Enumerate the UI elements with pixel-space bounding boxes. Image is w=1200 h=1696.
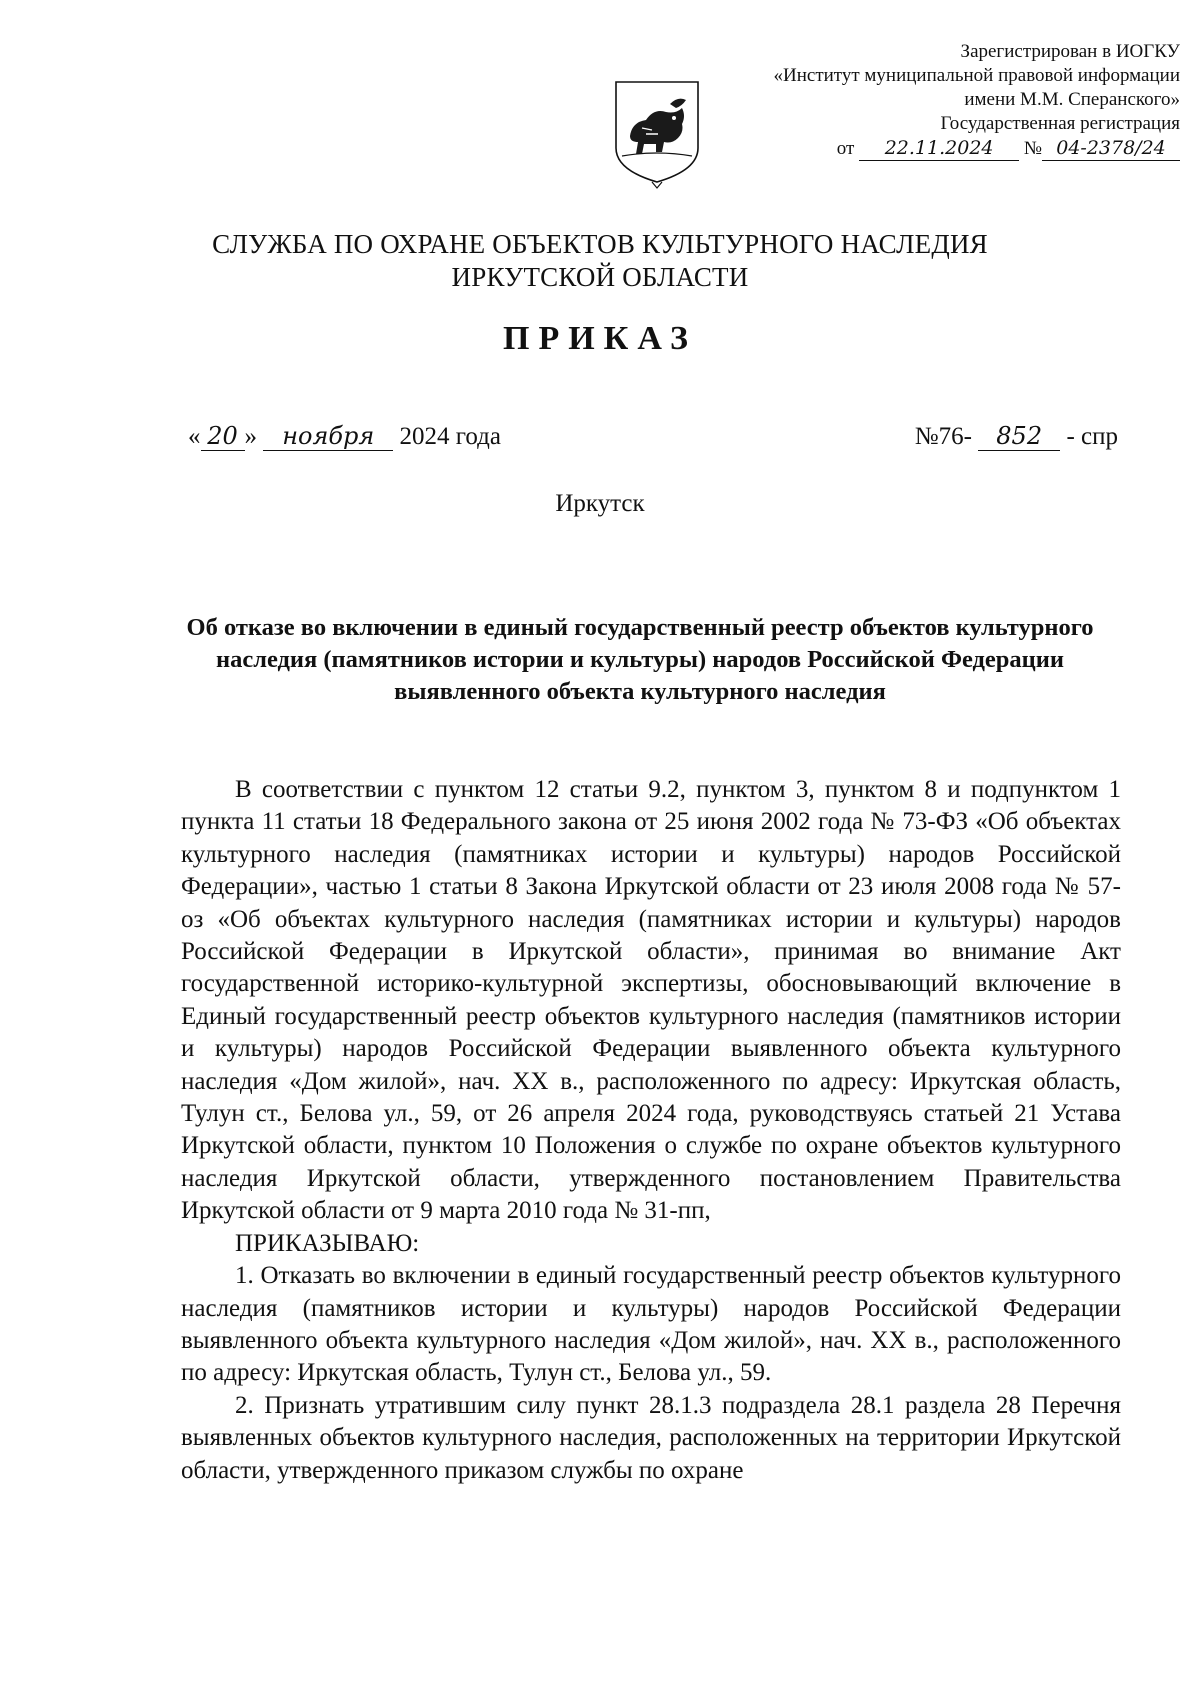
- order-date-day-handwritten: 20: [201, 422, 245, 451]
- order-date-open-quote: «: [188, 423, 201, 450]
- order-item-2: 2. Признать утратившим силу пункт 28.1.3 подраздела 28.1 раздела 28 Перечня выявленных объектов культурного наследия, расположенных на территории Иркутской области, утвержденного приказом службы по охране: [181, 1391, 1121, 1484]
- document-type-title: ПРИКАЗ: [503, 320, 697, 357]
- registration-number-handwritten: 04-2378/24: [1042, 136, 1180, 161]
- registration-line-1: Зарегистрирован в ИОГКУ: [960, 41, 1180, 62]
- order-subject: Об отказе во включении в единый государственный реестр объектов культурного наследия (памятников истории и культуры) народов Российской Федерации выявленного объекта культурного наследия: [186, 614, 1094, 705]
- registration-line-4: Государственная регистрация: [940, 113, 1180, 134]
- registration-date-handwritten: 22.11.2024: [859, 136, 1019, 161]
- order-date: [188, 422, 501, 451]
- order-directive: ПРИКАЗЫВАЮ:: [235, 1229, 420, 1257]
- order-number-handwritten: 852: [978, 422, 1060, 451]
- issue-city: Иркутск: [555, 490, 645, 517]
- registration-date-row: [660, 136, 1180, 161]
- order-date-close-quote: »: [244, 423, 257, 450]
- registration-number-prefix: №: [1023, 138, 1042, 159]
- registration-line-2: «Институт муниципальной правовой информации: [773, 65, 1180, 86]
- registration-line-3: имени М.М. Сперанского»: [964, 89, 1180, 110]
- order-body: [181, 774, 1121, 1487]
- order-number-suffix: - спр: [1066, 423, 1118, 450]
- agency-name-line-2: ИРКУТСКОЙ ОБЛАСТИ: [451, 262, 749, 292]
- order-date-year: 2024 года: [399, 423, 501, 450]
- agency-name-line-1: СЛУЖБА ПО ОХРАНЕ ОБЪЕКТОВ КУЛЬТУРНОГО НАСЛЕДИЯ: [212, 229, 988, 259]
- order-item-1: 1. Отказать во включении в единый государственный реестр объектов культурного наследия (памятников истории и культуры) народов Российской Федерации выявленного объекта культурного наследия «Дом жилой», нач. XX в., расположенного по адресу: Иркутская область, Тулун ст., Белова ул., 59.: [181, 1262, 1121, 1387]
- registration-stamp: [660, 40, 1180, 161]
- registration-date-prefix: от: [836, 138, 855, 159]
- coat-of-arms-icon: [612, 78, 702, 190]
- agency-name: [0, 228, 1200, 294]
- order-number-prefix: №76-: [914, 423, 972, 450]
- order-number: [915, 422, 1118, 451]
- order-date-month-handwritten: ноября: [263, 422, 393, 451]
- preamble-paragraph: В соответствии с пунктом 12 статьи 9.2, пунктом 3, пунктом 8 и подпунктом 1 пункта 11 статьи 18 Федерального закона от 25 июня 2002 года № 73-ФЗ «Об объектах культурного наследия (памятниках истории и культуры) народов Российской Федерации», частью 1 статьи 8 Закона Иркутской области от 23 июля 2008 года № 57-оз «Об объектах культурного наследия (памятниках истории и культуры) народов Российской Федерации в Иркутской области», принимая во внимание Акт государственной историко-культурной экспертизы, обосновывающий включение в Единый государственный реестр объектов культурного наследия (памятников истории и культуры) народов Российской Федерации выявленного объекта культурного наследия «Дом жилой», нач. XX в., расположенного по адресу: Иркутская область, Тулун ст., Белова ул., 59, от 26 апреля 2024 года, руководствуясь статьей 21 Устава Иркутской области, пунктом 10 Положения о службе по охране объектов культурного наследия Иркутской области, утвержденного постановлением Правительства Иркутской области от 9 марта 2010 года № 31-пп,: [181, 776, 1121, 1225]
